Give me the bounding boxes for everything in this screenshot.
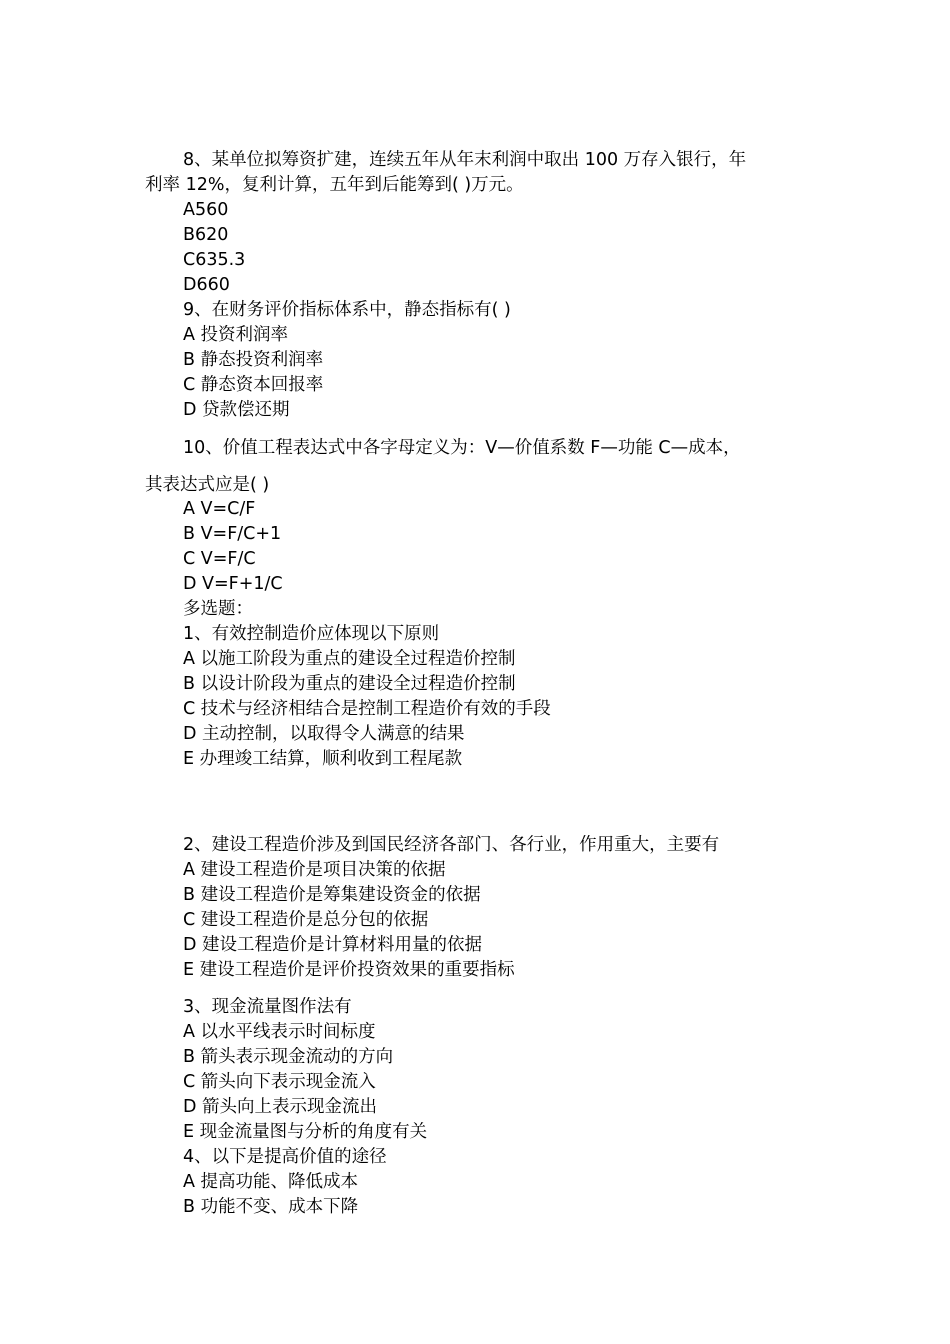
- m2-option-c: C 建设工程造价是总分包的依据: [183, 910, 429, 930]
- q10-option-c: C V=F/C: [183, 549, 256, 569]
- m2-option-d: D 建设工程造价是计算材料用量的依据: [183, 935, 483, 955]
- q8-stem-line2: 利率 12%，复利计算，五年到后能筹到( )万元。: [145, 175, 524, 195]
- m3-option-e: E 现金流量图与分析的角度有关: [183, 1122, 428, 1142]
- q10-option-d: D V=F+1/C: [183, 574, 283, 594]
- m3-option-c: C 箭头向下表示现金流入: [183, 1072, 376, 1092]
- q9-option-b: B 静态投资利润率: [183, 350, 324, 370]
- m3-stem: 3、现金流量图作法有: [183, 997, 352, 1017]
- m1-option-d: D 主动控制，以取得令人满意的结果: [183, 724, 465, 744]
- q8-stem-line1: 8、某单位拟筹资扩建，连续五年从年末利润中取出 100 万存入银行，年: [183, 150, 747, 170]
- m1-option-a: A 以施工阶段为重点的建设全过程造价控制: [183, 649, 516, 669]
- m4-stem: 4、以下是提高价值的途径: [183, 1147, 387, 1167]
- q9-stem: 9、在财务评价指标体系中，静态指标有( ): [183, 300, 511, 320]
- q10-option-b: B V=F/C+1: [183, 524, 282, 544]
- m1-option-c: C 技术与经济相结合是控制工程造价有效的手段: [183, 699, 551, 719]
- q8-option-d: D660: [183, 275, 230, 295]
- q8-option-a: A560: [183, 200, 229, 220]
- m4-option-b: B 功能不变、成本下降: [183, 1197, 359, 1217]
- q10-option-a: A V=C/F: [183, 499, 256, 519]
- q10-stem-line1: 10、价值工程表达式中各字母定义为：V—价值系数 F—功能 C—成本，: [183, 438, 741, 458]
- q8-option-b: B620: [183, 225, 229, 245]
- q9-option-d: D 贷款偿还期: [183, 400, 290, 420]
- m3-option-d: D 箭头向上表示现金流出: [183, 1097, 378, 1117]
- m1-option-e: E 办理竣工结算，顺利收到工程尾款: [183, 749, 463, 769]
- m2-option-e: E 建设工程造价是评价投资效果的重要指标: [183, 960, 515, 980]
- m1-option-b: B 以设计阶段为重点的建设全过程造价控制: [183, 674, 516, 694]
- m4-option-a: A 提高功能、降低成本: [183, 1172, 359, 1192]
- m2-option-b: B 建设工程造价是筹集建设资金的依据: [183, 885, 481, 905]
- m1-stem: 1、有效控制造价应体现以下原则: [183, 624, 440, 644]
- m2-option-a: A 建设工程造价是项目决策的依据: [183, 860, 446, 880]
- q9-option-a: A 投资利润率: [183, 325, 289, 345]
- q10-stem-line2: 其表达式应是( ): [145, 475, 270, 495]
- q9-option-c: C 静态资本回报率: [183, 375, 324, 395]
- section-label: 多选题：: [183, 599, 253, 619]
- m2-stem: 2、建设工程造价涉及到国民经济各部门、各行业，作用重大，主要有: [183, 835, 720, 855]
- m3-option-a: A 以水平线表示时间标度: [183, 1022, 376, 1042]
- m3-option-b: B 箭头表示现金流动的方向: [183, 1047, 394, 1067]
- q8-option-c: C635.3: [183, 250, 246, 270]
